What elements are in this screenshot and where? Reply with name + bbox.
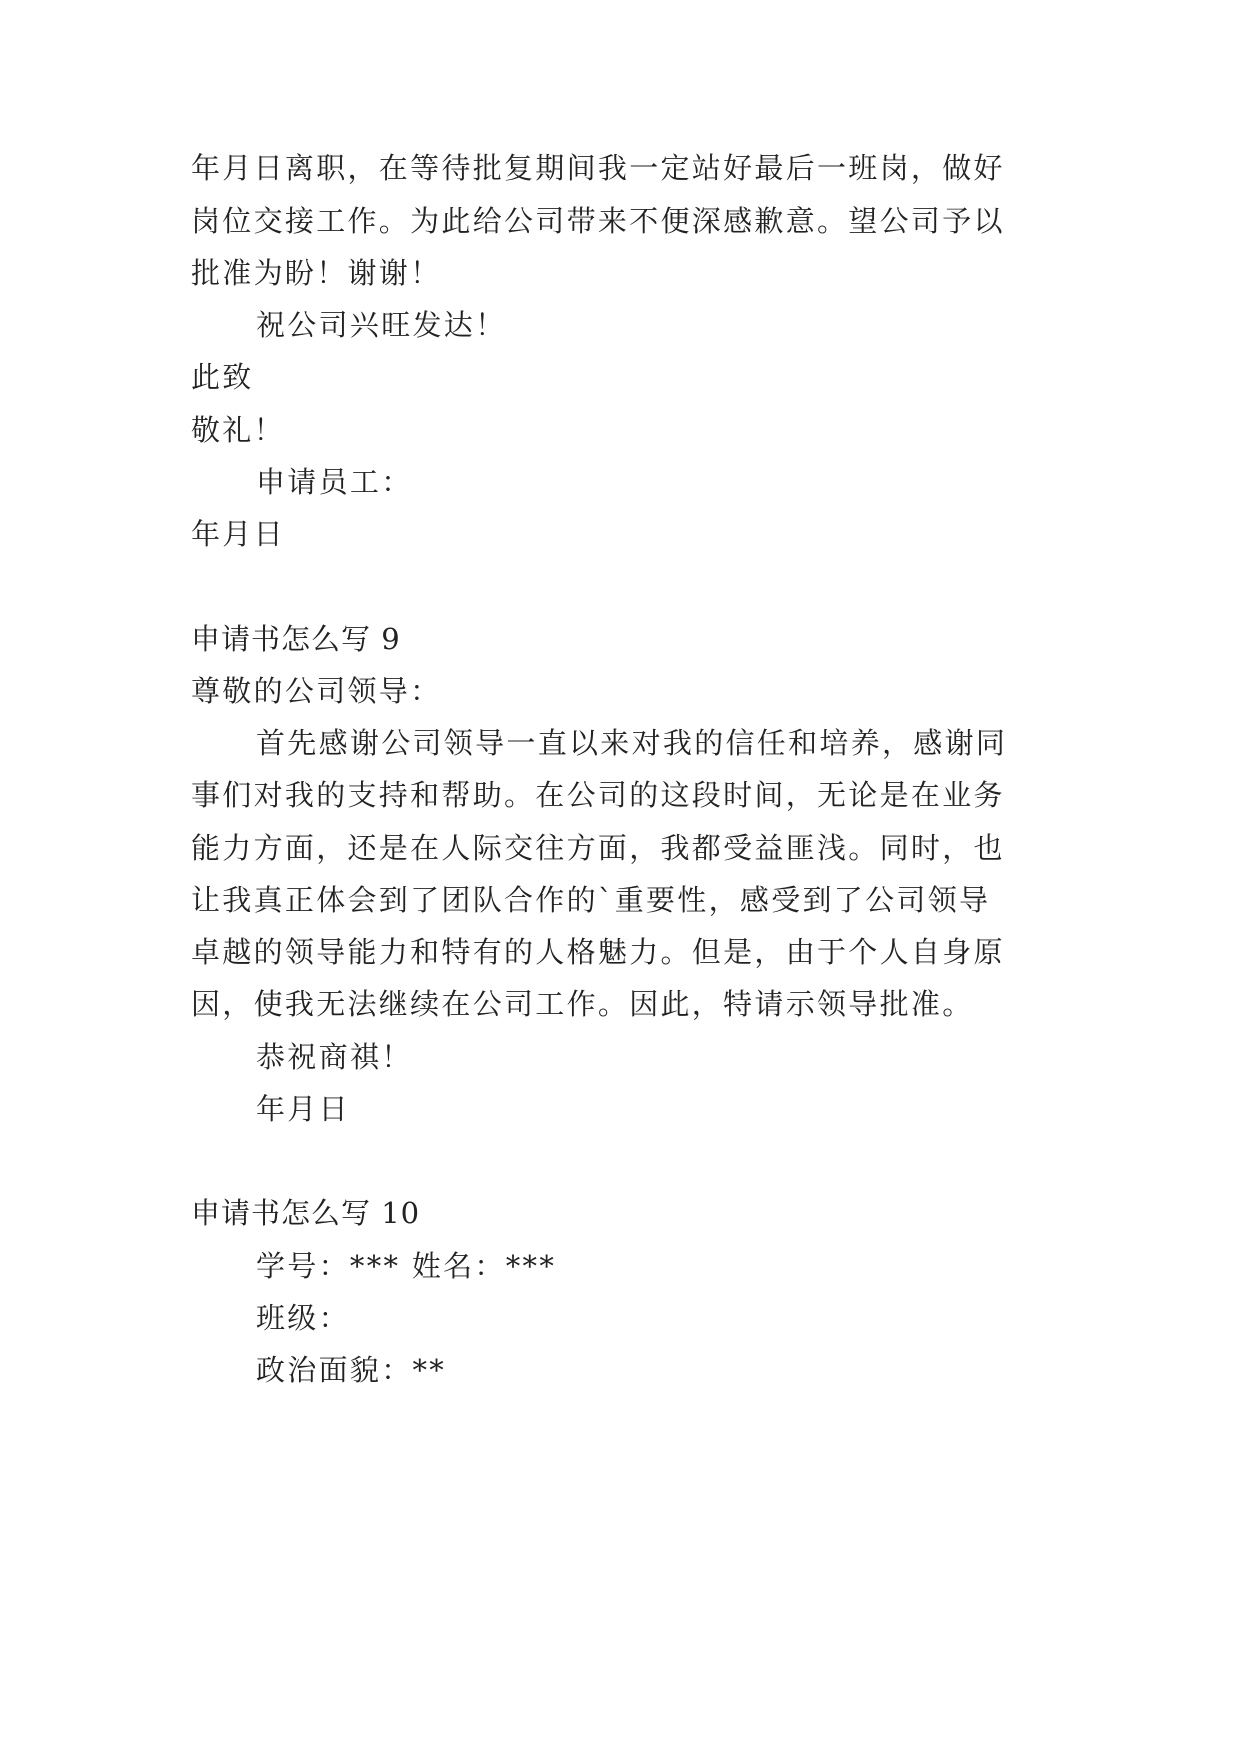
body-line: 事们对我的支持和帮助。在公司的这段时间，无论是在业务: [191, 778, 1005, 812]
salutation-line: 尊敬的公司领导：: [191, 674, 442, 708]
section-heading: 申请书怎么写 10: [191, 1196, 421, 1230]
class-line: 班级：: [256, 1301, 350, 1335]
body-line: 让我真正体会到了团队合作的`重要性，感受到了公司领导: [191, 883, 991, 917]
section-heading: 申请书怎么写 9: [191, 622, 401, 656]
body-line: 批准为盼！谢谢！: [191, 256, 442, 290]
student-info-line: 学号：*** 姓名：***: [256, 1249, 557, 1283]
body-line: 卓越的领导能力和特有的人格魅力。但是，由于个人自身原: [191, 935, 1005, 969]
wish-line: 祝公司兴旺发达！: [256, 308, 507, 342]
closing-line: 敬礼！: [191, 413, 285, 447]
body-line: 岗位交接工作。为此给公司带来不便深感歉意。望公司予以: [191, 204, 1005, 238]
date-line: 年月日: [256, 1092, 350, 1126]
signature-line: 申请员工：: [256, 465, 413, 499]
wish-line: 恭祝商祺！: [256, 1040, 413, 1074]
body-line: 年月日离职，在等待批复期间我一定站好最后一班岗，做好: [191, 151, 1005, 185]
closing-line: 此致: [191, 360, 254, 394]
date-line: 年月日: [191, 517, 285, 551]
body-line: 能力方面，还是在人际交往方面，我都受益匪浅。同时，也: [191, 831, 1005, 865]
body-line: 因，使我无法继续在公司工作。因此，特请示领导批准。: [191, 987, 974, 1021]
body-line: 首先感谢公司领导一直以来对我的信任和培养，感谢同: [256, 726, 1008, 760]
political-status-line: 政治面貌：**: [256, 1353, 447, 1387]
